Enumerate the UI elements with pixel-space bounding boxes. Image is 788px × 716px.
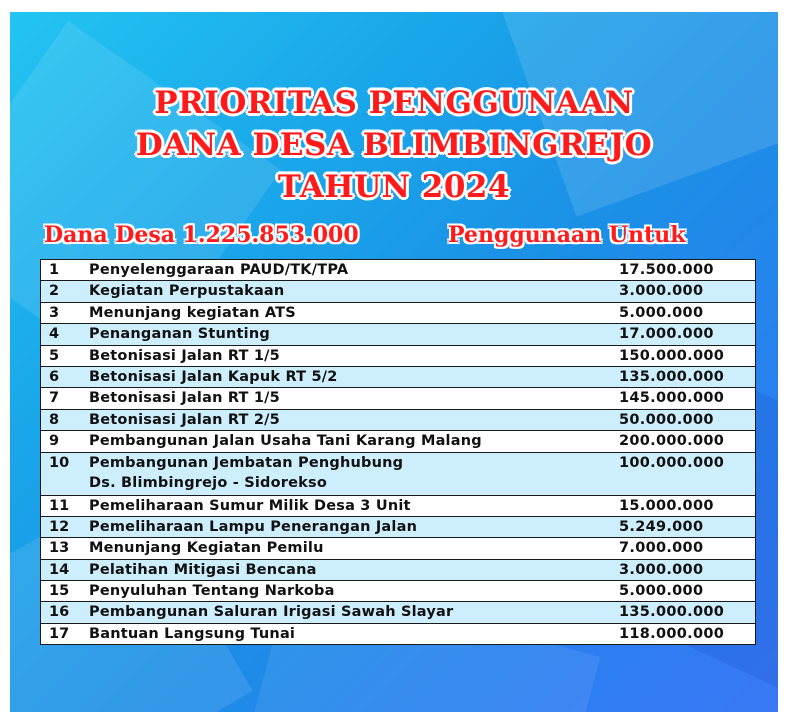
row-amount: 17.500.000 bbox=[619, 262, 714, 278]
table-row bbox=[41, 431, 755, 452]
row-number: 4 bbox=[49, 326, 60, 343]
table-row bbox=[41, 324, 755, 345]
table-row bbox=[41, 303, 755, 324]
row-activity-line: Pembangunan Saluran Irigasi Sawah Slayar bbox=[89, 604, 454, 621]
row-activity-line: Betonisasi Jalan RT 2/5 bbox=[89, 411, 280, 428]
row-activity bbox=[89, 496, 619, 516]
row-activity-line: Betonisasi Jalan Kapuk RT 5/2 bbox=[89, 368, 338, 385]
row-activity bbox=[89, 602, 619, 622]
row-number: 9 bbox=[49, 433, 60, 450]
budget-total-label: Dana Desa 1.225.853.000 bbox=[44, 222, 359, 248]
row-activity bbox=[89, 431, 619, 451]
row-amount: 145.000.000 bbox=[619, 390, 725, 407]
table-row bbox=[41, 538, 755, 559]
row-activity bbox=[89, 260, 619, 280]
row-amount: 135.000.000 bbox=[619, 368, 725, 385]
table-row bbox=[41, 281, 755, 302]
row-number: 1 bbox=[49, 262, 60, 278]
table-row bbox=[41, 496, 755, 517]
row-amount: 5.000.000 bbox=[619, 583, 704, 600]
row-amount: 135.000.000 bbox=[619, 604, 725, 621]
row-number: 11 bbox=[49, 497, 70, 514]
row-activity bbox=[89, 410, 619, 430]
row-number: 17 bbox=[49, 625, 70, 642]
row-activity-line: Menunjang kegiatan ATS bbox=[89, 304, 296, 321]
row-activity-line: Ds. Blimbingrejo - Sidorekso bbox=[89, 474, 327, 491]
row-activity bbox=[89, 538, 619, 558]
row-amount: 100.000.000 bbox=[619, 454, 725, 471]
row-number: 13 bbox=[49, 540, 70, 557]
row-number: 12 bbox=[49, 518, 70, 535]
row-activity-line: Pelatihan Mitigasi Bencana bbox=[89, 561, 317, 578]
row-activity bbox=[89, 560, 619, 580]
table-row bbox=[41, 624, 755, 644]
title-line-2: DANA DESA BLIMBINGREJO bbox=[135, 127, 653, 163]
row-number: 16 bbox=[49, 604, 70, 621]
table-row bbox=[41, 260, 755, 281]
row-activity-line: Pembangunan Jembatan Penghubung bbox=[89, 454, 404, 471]
poster-title bbox=[10, 82, 778, 208]
row-activity bbox=[89, 324, 619, 344]
table-row bbox=[41, 581, 755, 602]
row-activity bbox=[89, 346, 619, 366]
row-activity-line: Kegiatan Perpustakaan bbox=[89, 283, 285, 300]
row-activity-line: Pembangunan Jalan Usaha Tani Karang Malang bbox=[89, 433, 482, 450]
row-amount: 200.000.000 bbox=[619, 433, 725, 450]
row-activity bbox=[89, 453, 619, 493]
row-activity-line: Penyuluhan Tentang Narkoba bbox=[89, 583, 335, 600]
table-row bbox=[41, 367, 755, 388]
row-amount: 3.000.000 bbox=[619, 561, 704, 578]
row-amount: 5.000.000 bbox=[619, 304, 704, 321]
row-number: 8 bbox=[49, 411, 60, 428]
row-amount: 7.000.000 bbox=[619, 540, 704, 557]
row-activity-line: Penyelenggaraan PAUD/TK/TPA bbox=[89, 262, 349, 278]
table-row bbox=[41, 602, 755, 623]
budget-table bbox=[40, 259, 756, 645]
row-number: 3 bbox=[49, 304, 60, 321]
title-line-3: TAHUN 2024 bbox=[277, 169, 511, 205]
table-row bbox=[41, 560, 755, 581]
table-row bbox=[41, 410, 755, 431]
row-amount: 5.249.000 bbox=[619, 518, 704, 535]
row-activity-line: Menunjang Kegiatan Pemilu bbox=[89, 540, 324, 557]
row-activity bbox=[89, 388, 619, 408]
row-number: 10 bbox=[49, 454, 70, 471]
row-number: 6 bbox=[49, 368, 60, 385]
table-row bbox=[41, 453, 755, 496]
table-row bbox=[41, 346, 755, 367]
table-row bbox=[41, 388, 755, 409]
title-line-1: PRIORITAS PENGGUNAAN bbox=[154, 85, 634, 121]
row-amount: 118.000.000 bbox=[619, 625, 725, 642]
usage-heading: Penggunaan Untuk bbox=[448, 222, 686, 248]
row-activity-line: Pemeliharaan Sumur Milik Desa 3 Unit bbox=[89, 497, 411, 514]
row-amount: 150.000.000 bbox=[619, 347, 725, 364]
row-activity-line: Betonisasi Jalan RT 1/5 bbox=[89, 390, 280, 407]
row-number: 5 bbox=[49, 347, 60, 364]
row-activity bbox=[89, 517, 619, 537]
row-number: 14 bbox=[49, 561, 70, 578]
row-activity bbox=[89, 624, 619, 644]
row-number: 7 bbox=[49, 390, 60, 407]
row-amount: 50.000.000 bbox=[619, 411, 714, 428]
row-number: 2 bbox=[49, 283, 60, 300]
row-amount: 15.000.000 bbox=[619, 497, 714, 514]
row-amount: 3.000.000 bbox=[619, 283, 704, 300]
row-activity-line: Pemeliharaan Lampu Penerangan Jalan bbox=[89, 518, 418, 535]
row-number: 15 bbox=[49, 583, 70, 600]
row-amount: 17.000.000 bbox=[619, 326, 714, 343]
row-activity bbox=[89, 281, 619, 301]
row-activity bbox=[89, 303, 619, 323]
row-activity-line: Penanganan Stunting bbox=[89, 326, 270, 343]
row-activity-line: Betonisasi Jalan RT 1/5 bbox=[89, 347, 280, 364]
row-activity bbox=[89, 367, 619, 387]
row-activity-line: Bantuan Langsung Tunai bbox=[89, 625, 296, 642]
table-row bbox=[41, 517, 755, 538]
poster-background bbox=[10, 12, 778, 712]
row-activity bbox=[89, 581, 619, 601]
